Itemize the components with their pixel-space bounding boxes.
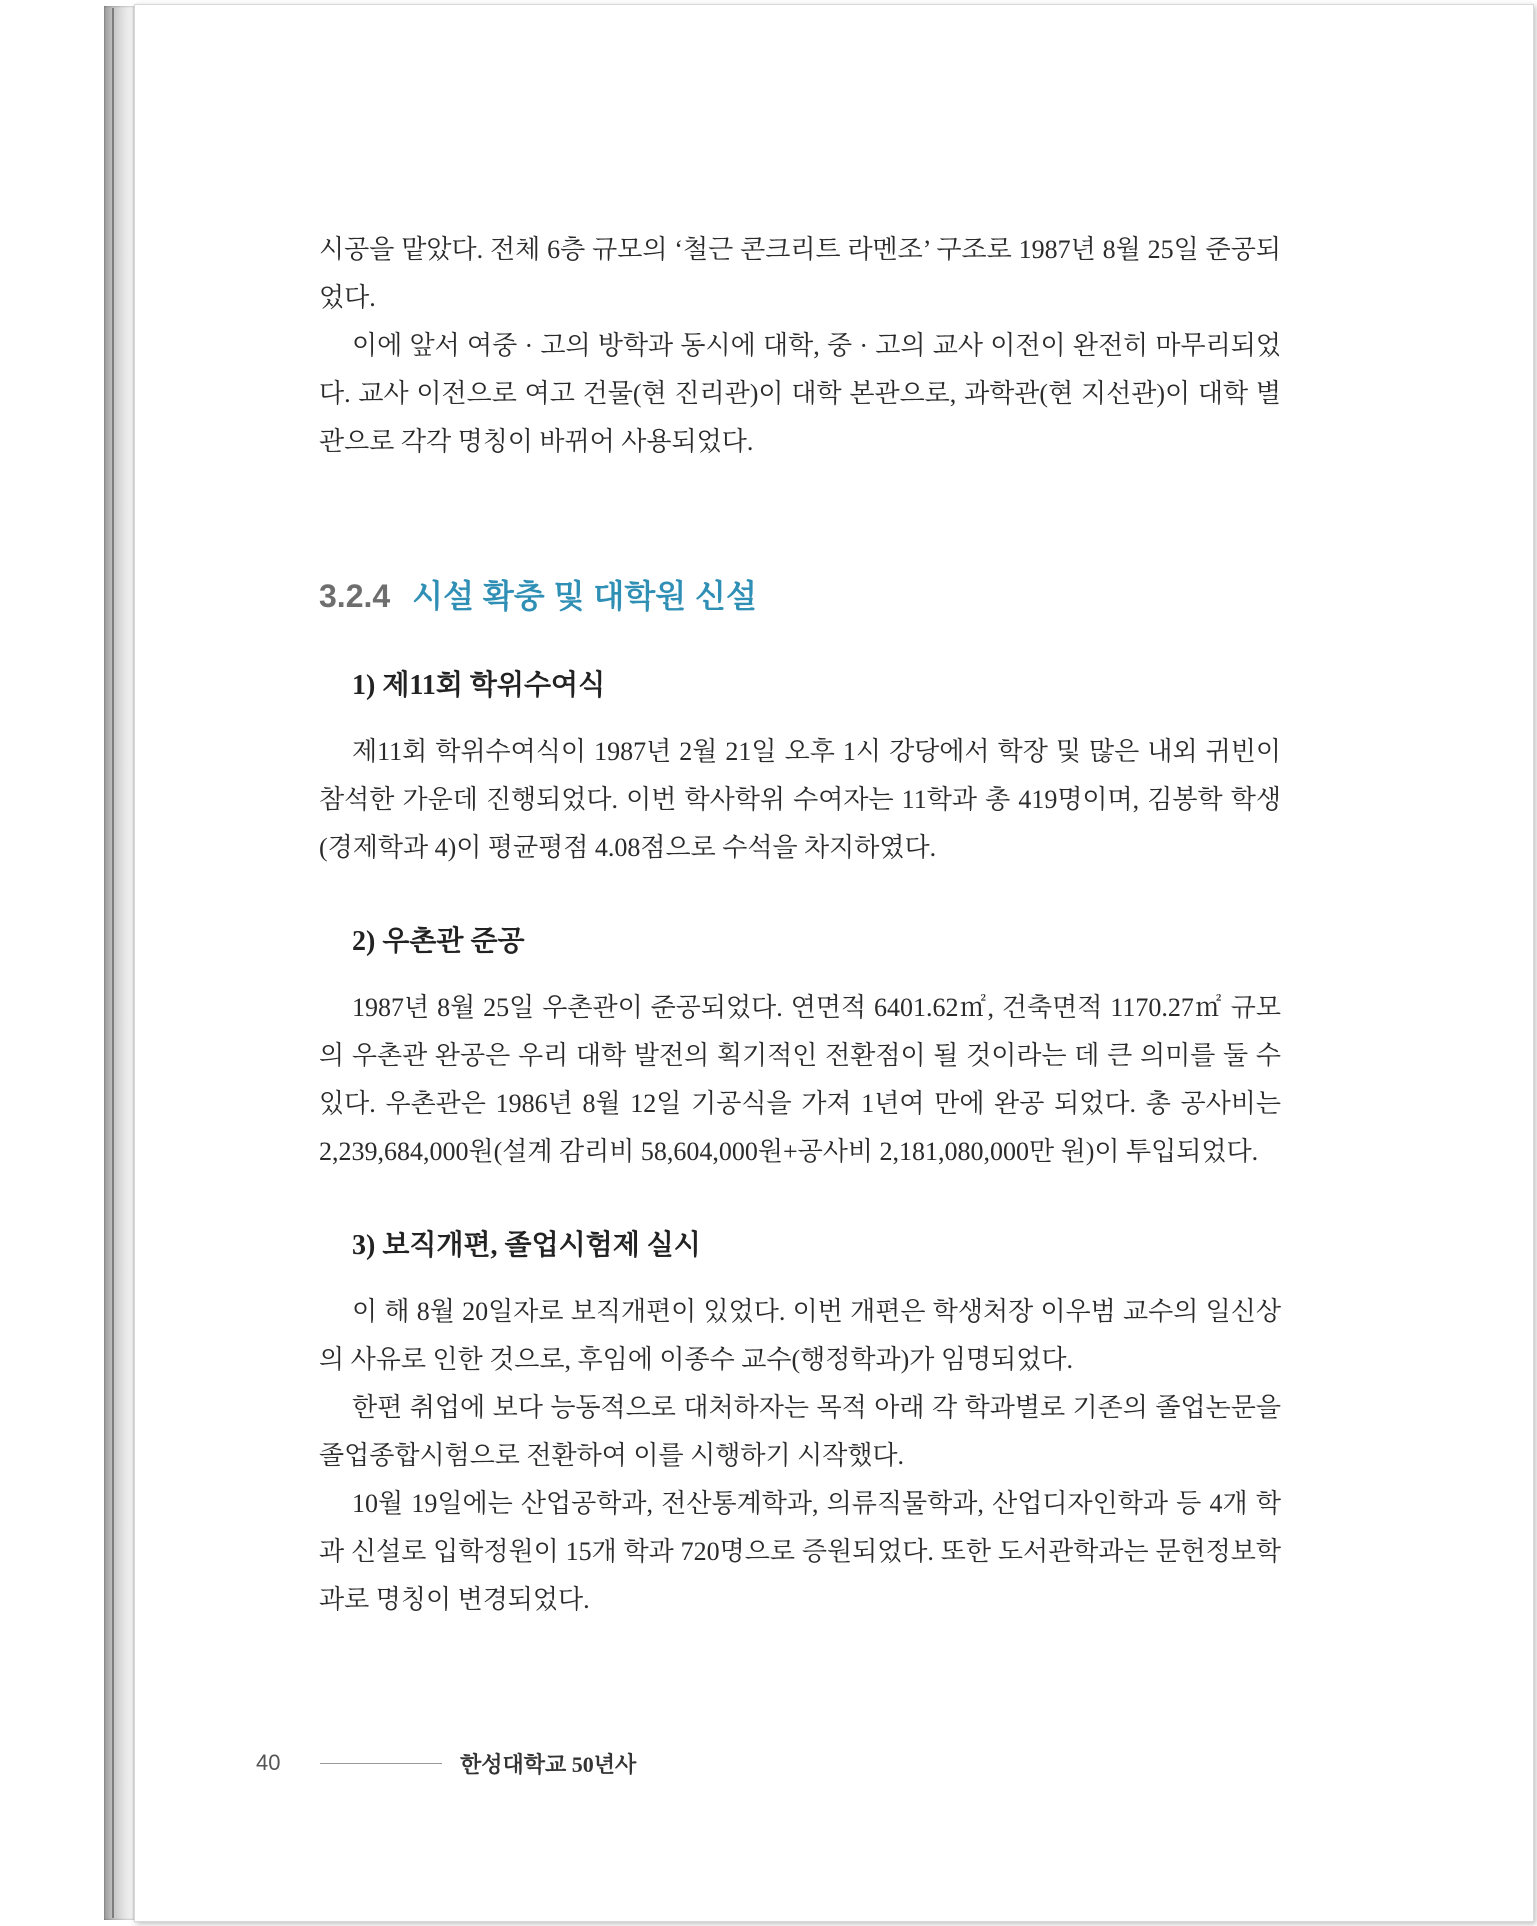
spine-edge-line (112, 8, 114, 1918)
section-heading (319, 564, 1281, 628)
intro-paragraph: 이에 앞서 여중 · 고의 방학과 동시에 대학, 중 · 고의 교사 이전이 완전히 마무리되었다. 교사 이전으로 여고 건물(현 진리관)이 대학 본관으로, 과학관(현 지선관)이 대학 별관으로 각각 명칭이 바뀌어 사용되었다. (319, 331, 1281, 456)
subsection-title: 3) 보직개편, 졸업시험제 실시 (352, 1230, 701, 1261)
subsection-title: 1) 제11회 학위수여식 (352, 670, 606, 701)
page-content (319, 226, 1281, 1624)
subsection-paragraph: 1987년 8월 25일 우촌관이 준공되었다. 연면적 6401.62㎡, 건축면적 1170.27㎡ 규모의 우촌관 완공은 우리 대학 발전의 획기적인 전환점이 될 것이라는 데 큰 의미를 둘 수 있다. 우촌관은 1986년 8월 12일 기공식을 가져 1년여 만에 완공 되었다. 총 공사비는 2,239,684,000원(설계 감리비 58,604,000원+공사비 2,181,080,000만 원)이 투입되었다. (319, 993, 1281, 1166)
subsection-paragraph: 10월 19일에는 산업공학과, 전산통계학과, 의류직물학과, 산업디자인학과 등 4개 학과 신설로 입학정원이 15개 학과 720명으로 증원되었다. 또한 도서관학과는 문헌정보학과로 명칭이 변경되었다. (319, 1489, 1281, 1614)
section-title: 시설 확충 및 대학원 신설 (412, 578, 757, 614)
subsection-title: 2) 우촌관 준공 (352, 926, 525, 957)
intro-paragraph: 시공을 맡았다. 전체 6층 규모의 ‘철근 콘크리트 라멘조’ 구조로 1987년 8월 25일 준공되었다. (319, 235, 1281, 312)
section-number: 3.2.4 (319, 578, 391, 614)
footer-book-title: 한성대학교 50년사 (460, 1751, 637, 1777)
page-footer (256, 1748, 636, 1778)
book-spine (104, 6, 134, 1920)
subsection-paragraph: 한편 취업에 보다 능동적으로 대처하자는 목적 아래 각 학과별로 기존의 졸업논문을 졸업종합시험으로 전환하여 이를 시행하기 시작했다. (319, 1393, 1281, 1470)
page-number: 40 (256, 1750, 281, 1775)
subsection-paragraph: 제11회 학위수여식이 1987년 2월 21일 오후 1시 강당에서 학장 및 많은 내외 귀빈이 참석한 가운데 진행되었다. 이번 학사학위 수여자는 11학과 총 419명이며, 김봉학 학생(경제학과 4)이 평균평점 4.08점으로 수석을 차지하였다. (319, 737, 1281, 862)
footer-divider (320, 1763, 442, 1764)
subsection-paragraph: 이 해 8월 20일자로 보직개편이 있었다. 이번 개편은 학생처장 이우범 교수의 일신상의 사유로 인한 것으로, 후임에 이종수 교수(행정학과)가 임명되었다. (319, 1297, 1281, 1374)
